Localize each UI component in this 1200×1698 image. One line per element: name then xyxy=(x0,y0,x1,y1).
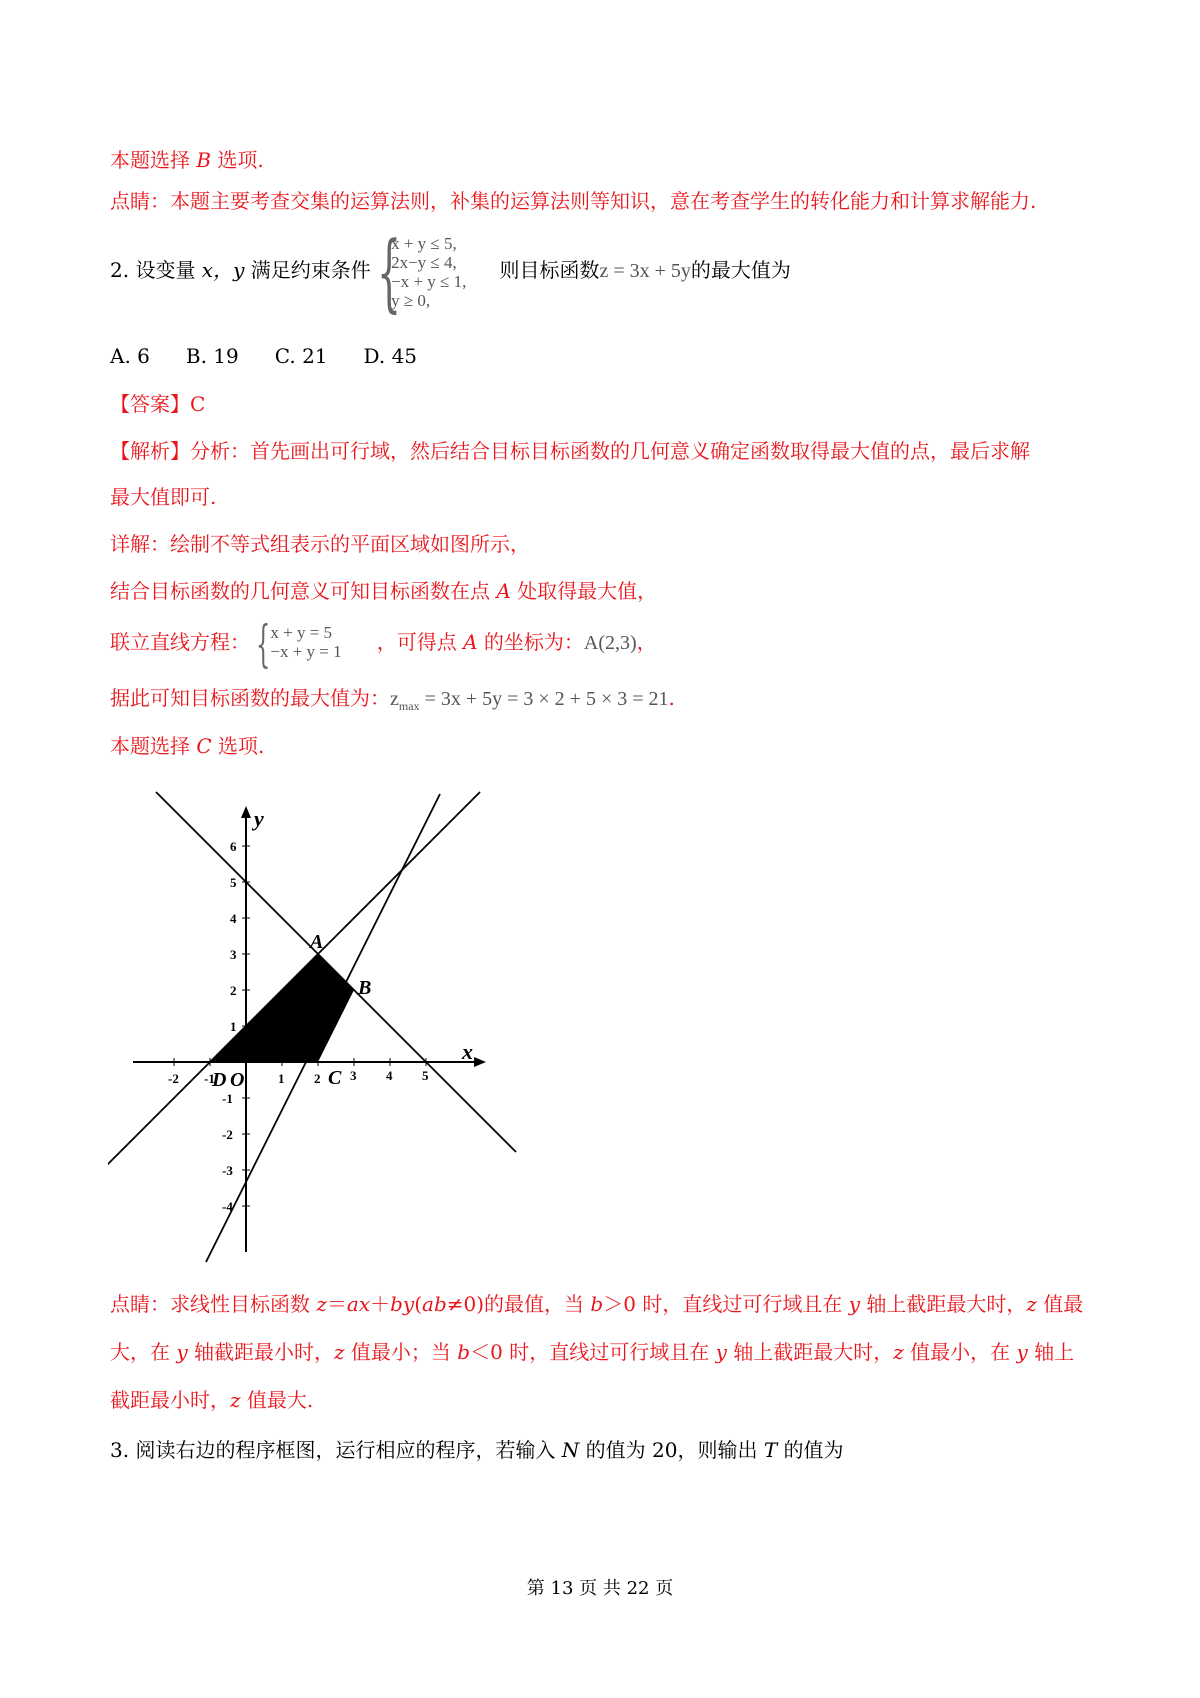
point-c-label: C xyxy=(328,1067,342,1089)
line-eq-1: x + y = 5 xyxy=(270,622,333,642)
zmax-expr: = 3x + 5y = 3 × 2 + 5 × 3 = 21 xyxy=(419,688,669,710)
point-a-label: A xyxy=(310,931,324,953)
q2-select-line xyxy=(110,732,264,760)
x-tick-label: -1 xyxy=(204,1071,215,1086)
tips-var: z xyxy=(334,1340,345,1364)
tips-text: 值最小；当 xyxy=(344,1340,458,1364)
x-tick-label: 3 xyxy=(350,1068,357,1083)
y-tick-label: -3 xyxy=(222,1163,233,1178)
tips-text: 轴上 xyxy=(1027,1340,1075,1364)
tips-text: ＞0 时，直线过可行域且在 xyxy=(603,1292,849,1316)
q1-dianjing: 点睛：本题主要考查交集的运算法则，补集的运算法则等知识，意在考查学生的转化能力和计算求解能力. xyxy=(110,189,1037,213)
q2-options xyxy=(110,342,453,370)
q2-analysis-1: 【解析】分析：首先画出可行域，然后结合目标目标函数的几何意义确定函数取得最大值的点，最后求解 xyxy=(110,439,1030,463)
tips-var: z xyxy=(1026,1292,1037,1316)
y-tick-label: 3 xyxy=(230,947,237,962)
q2-stem-mid: 满足约束条件 xyxy=(244,258,371,282)
zmax-sub: max xyxy=(398,699,420,713)
tips-text: 值最大. xyxy=(240,1388,314,1412)
left-brace-small: { xyxy=(256,614,271,673)
detail-3-point: A xyxy=(463,630,478,654)
q2-detail-1: 详解：绘制不等式组表示的平面区域如图所示， xyxy=(110,532,530,556)
q3-var-n: N xyxy=(561,1438,580,1462)
x-tick-label: 5 xyxy=(422,1068,429,1083)
line-system xyxy=(256,614,360,673)
constraint-rows xyxy=(377,222,467,321)
tips-var: z xyxy=(230,1388,241,1412)
tips-text: ( xyxy=(414,1292,423,1316)
y-tick-label: 6 xyxy=(230,839,237,854)
point-d-label: D xyxy=(212,1069,227,1091)
detail-2-post: 处取得最大值， xyxy=(510,579,658,603)
q3-text: 3. 阅读右边的程序框图，运行相应的程序，若输入 xyxy=(110,1438,562,1462)
tips-var: y xyxy=(176,1340,188,1364)
constraint-1: x + y ≤ 5, xyxy=(391,233,457,253)
detail-3-post: 的坐标为： xyxy=(477,630,584,654)
q2-stem-pre: 2. 设变量 xyxy=(110,258,202,282)
x-tick-label: -2 xyxy=(168,1071,179,1086)
y-tick-label: -4 xyxy=(222,1199,233,1214)
line-system-rows xyxy=(256,623,341,661)
q2-stem xyxy=(110,222,791,321)
detail-3-mid: ，可得点 xyxy=(376,630,464,654)
x-axis-label: x xyxy=(462,1039,473,1064)
point-a-coord: A(2,3) xyxy=(583,632,637,654)
y-tick-label: -1 xyxy=(222,1091,233,1106)
zmax-z: z xyxy=(390,688,399,710)
tips-text: 轴截距最小时， xyxy=(187,1340,335,1364)
tips-text: 值最小，在 xyxy=(903,1340,1017,1364)
tips-var: by xyxy=(390,1292,415,1316)
x-tick-label: 1 xyxy=(278,1071,285,1086)
q1-select-letter: B xyxy=(196,148,212,172)
tips-var: b xyxy=(590,1292,604,1316)
tips-text: ≠0)的最值，当 xyxy=(446,1292,591,1316)
q2-tips-2 xyxy=(110,1338,1074,1366)
q1-select-post: 选项. xyxy=(211,148,264,172)
line-eq-2: −x + y = 1 xyxy=(270,641,342,661)
zmax-expression xyxy=(390,688,669,713)
q2-stem-vars: x，y xyxy=(201,258,245,282)
y-tick-label: 4 xyxy=(230,911,237,926)
option-a: A. 6 xyxy=(110,344,150,368)
q2-select-letter: C xyxy=(196,734,212,758)
option-b: B. 19 xyxy=(185,344,239,368)
tips-var: y xyxy=(848,1292,860,1316)
q2-tips-3 xyxy=(110,1386,313,1414)
constraint-3: −x + y ≤ 1, xyxy=(391,271,467,291)
line-2x-minus-y-4 xyxy=(206,794,440,1262)
q2-detail-3 xyxy=(110,614,657,673)
feasible-region-graph xyxy=(108,790,528,1270)
q2-detail-2 xyxy=(110,577,657,605)
q2-select-pre: 本题选择 xyxy=(110,734,197,758)
line-x-plus-y-5 xyxy=(156,792,516,1152)
q2-answer: 【答案】C xyxy=(110,392,206,416)
y-tick-label: 1 xyxy=(230,1019,237,1034)
q2-stem-post1: 则目标函数 xyxy=(499,258,600,282)
tips-var: b xyxy=(457,1340,471,1364)
option-c: C. 21 xyxy=(274,344,328,368)
constraint-2: 2x−y ≤ 4, xyxy=(391,252,457,272)
q2-tips-1 xyxy=(110,1290,1083,1318)
detail-2-point: A xyxy=(496,579,511,603)
tips-text: ＋ xyxy=(370,1292,391,1316)
origin-label: O xyxy=(230,1069,245,1091)
x-axis-arrow xyxy=(474,1057,486,1067)
y-tick-label: 2 xyxy=(230,983,237,998)
q2-detail-4 xyxy=(110,684,675,720)
detail-2-pre: 结合目标函数的几何意义可知目标函数在点 xyxy=(110,579,497,603)
tips-text: ＜0 时，直线过可行域且在 xyxy=(470,1340,716,1364)
tips-text: 值最 xyxy=(1036,1292,1084,1316)
constraint-4: y ≥ 0, xyxy=(391,290,431,310)
tips-text: 大，在 xyxy=(110,1340,177,1364)
q3-stem xyxy=(110,1436,844,1464)
x-tick-label: 4 xyxy=(386,1068,393,1083)
option-d: D. 45 xyxy=(363,344,418,368)
q3-var-t: T xyxy=(763,1438,778,1462)
q2-stem-post2: 的最大值为 xyxy=(690,258,791,282)
q2-select-post: 选项. xyxy=(211,734,265,758)
tips-var: ab xyxy=(422,1292,447,1316)
tips-var: z xyxy=(316,1292,327,1316)
detail-3-pre: 联立直线方程： xyxy=(110,630,250,654)
y-axis-arrow xyxy=(241,806,251,818)
q3-text: 的值为 20，则输出 xyxy=(579,1438,764,1462)
detail-4-end: . xyxy=(668,686,675,710)
tips-var: z xyxy=(893,1340,904,1364)
constraint-system xyxy=(377,222,473,321)
left-brace: { xyxy=(377,222,402,321)
q2-analysis-2: 最大值即可. xyxy=(110,485,217,509)
q3-text: 的值为 xyxy=(777,1438,844,1462)
tips-text: 截距最小时， xyxy=(110,1388,230,1412)
x-tick-label: 2 xyxy=(314,1071,321,1086)
tips-text: 轴上截距最大时， xyxy=(860,1292,1027,1316)
tips-var: y xyxy=(715,1340,727,1364)
tips-var: ax xyxy=(346,1292,371,1316)
y-tick-label: 5 xyxy=(230,875,237,890)
detail-3-end: ， xyxy=(636,630,657,654)
detail-4-pre: 据此可知目标函数的最大值为： xyxy=(110,686,390,710)
tips-text: ＝ xyxy=(326,1292,347,1316)
objective-function: z = 3x + 5y xyxy=(599,260,691,282)
q1-select-pre: 本题选择 xyxy=(110,148,197,172)
y-axis-label: y xyxy=(254,806,264,831)
y-tick-label: -2 xyxy=(222,1127,233,1142)
tips-text: 轴上截距最大时， xyxy=(726,1340,894,1364)
q1-select-line xyxy=(110,146,264,174)
tips-var: y xyxy=(1016,1340,1028,1364)
tips-text: 点睛：求线性目标函数 xyxy=(110,1292,317,1316)
point-b-label: B xyxy=(358,977,372,999)
page-footer: 第 13 页 共 22 页 xyxy=(526,1578,674,1599)
